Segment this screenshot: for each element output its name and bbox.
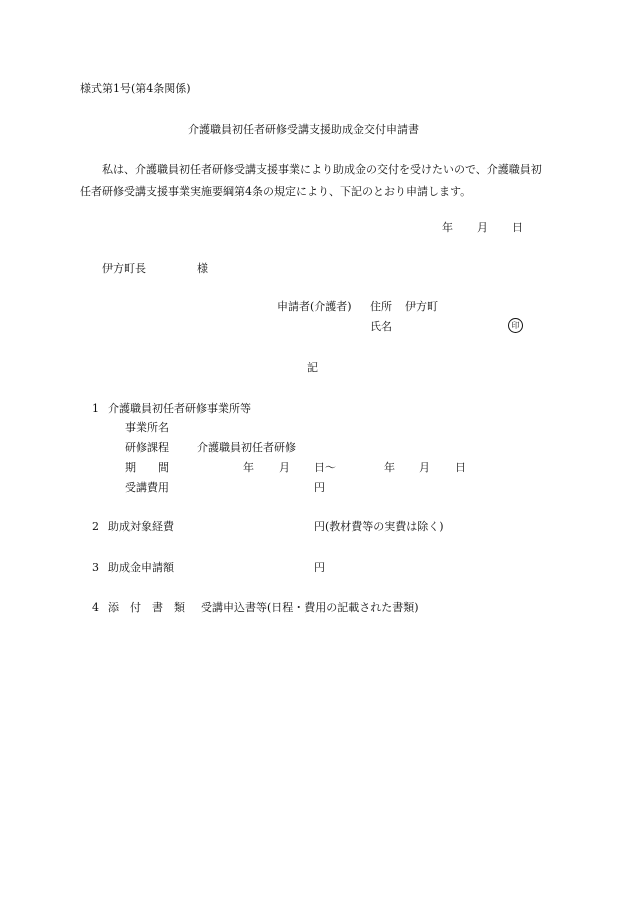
period-start-month: 月 xyxy=(279,461,290,474)
item-2-unit: 円(教材費等の実費は除く) xyxy=(314,520,444,533)
page-title: 介護職員初任者研修受講支援助成金交付申請書 xyxy=(188,123,419,136)
item-4-number: 4 xyxy=(92,601,99,614)
item-4-label: 添 付 書 類 xyxy=(108,601,185,614)
period-end-year: 年 xyxy=(384,461,395,474)
period-label: 期 間 xyxy=(125,461,169,474)
date-month: 月 xyxy=(477,221,488,234)
item-3-label: 助成金申請額 xyxy=(108,561,174,574)
seal-mark: 印 xyxy=(508,318,523,333)
item-2-number: 2 xyxy=(92,520,99,533)
date-year: 年 xyxy=(442,221,453,234)
item-2-label: 助成対象経費 xyxy=(108,520,174,533)
applicant-label: 申請者(介護者) xyxy=(277,300,352,313)
course-label: 研修課程 xyxy=(125,441,169,454)
fee-unit: 円 xyxy=(314,481,325,494)
name-label: 氏名 xyxy=(370,320,392,333)
address-value: 伊方町 xyxy=(405,300,438,313)
intro-paragraph: 私は、介護職員初任者研修受講支援事業により助成金の交付を受けたいので、介護職員初任者研修受講支援事業実施要綱第4条の規定により、下記のとおり申請します。 xyxy=(80,163,542,198)
address-label: 住所 xyxy=(370,300,392,313)
addressee-honorific: 様 xyxy=(197,262,208,275)
period-start-day: 日～ xyxy=(314,461,336,474)
fee-label: 受講費用 xyxy=(125,481,169,494)
date-day: 日 xyxy=(512,221,523,234)
form-number: 様式第1号(第4条関係) xyxy=(80,82,191,95)
item-1-label: 介護職員初任者研修事業所等 xyxy=(108,402,251,415)
item-1-number: 1 xyxy=(92,402,99,415)
item-3-unit: 円 xyxy=(314,561,325,574)
period-end-day: 日 xyxy=(455,461,466,474)
ki-heading: 記 xyxy=(307,361,318,374)
addressee-name: 伊方町長 xyxy=(102,262,146,275)
office-label: 事業所名 xyxy=(125,421,169,434)
period-end-month: 月 xyxy=(419,461,430,474)
period-start-year: 年 xyxy=(243,461,254,474)
item-4-value: 受講申込書等(日程・費用の記載された書類) xyxy=(201,601,419,614)
course-value: 介護職員初任者研修 xyxy=(197,441,296,454)
item-3-number: 3 xyxy=(92,561,99,574)
